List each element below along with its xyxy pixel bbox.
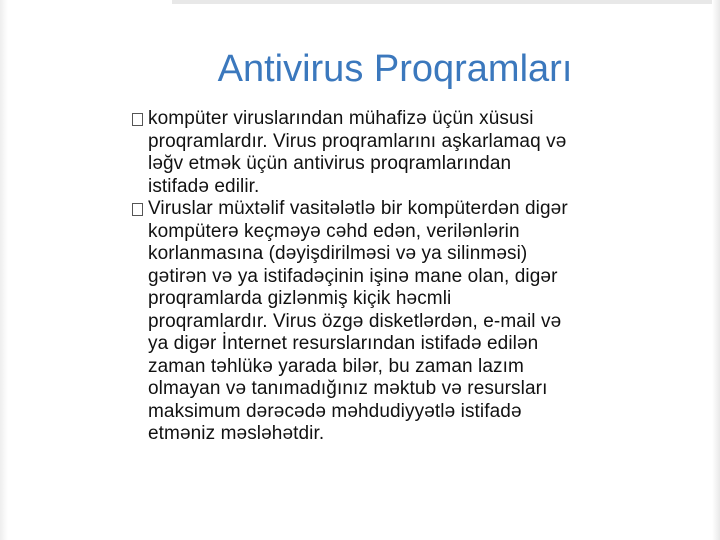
bullet-line: korlanmasına (dəyişdirilməsi və ya silinməsi) [148, 243, 528, 264]
bullet-line: kompüterə keçməyə cəhd edən, verilənlərin [148, 220, 520, 242]
checkbox-square-icon [132, 203, 143, 216]
bullet-line: olmayan və tanımadığınız məktub və resursları [148, 378, 548, 399]
bullet-line: Viruslar müxtəlif vasitələtlə bir kompüterdən digər [148, 198, 568, 219]
slide-frame-top [172, 0, 720, 4]
slide-title: Antivirus Proqramları [217, 48, 573, 90]
bullet-line: ləğv etmək üçün antivirus proqramlarından [148, 153, 512, 174]
bullet-line: ya digər İnternet resurslarından istifadə edilən [148, 333, 539, 354]
bullet-line: zaman təhlükə yarada bilər, bu zaman lazım [148, 355, 524, 377]
bullet-line: kompüter viruslarından mühafizə üçün xüsusi [148, 108, 534, 129]
bullet-line: maksimum dərəcədə məhdudiyyətlə istifadə [148, 400, 522, 422]
checkbox-square-icon [132, 113, 143, 126]
slide-content [132, 108, 692, 446]
bullet-line: etməniz məsləhətdir. [148, 423, 325, 444]
bullet-line: proqramlarda gizlənmiş kiçik həcmli [148, 288, 452, 309]
bullet-line: proqramlardır. Virus özgə disketlərdən, e-mail və [148, 310, 562, 332]
bullet-line: gətirən və ya istifadəçinin işinə mane olan, digər [148, 265, 558, 287]
bullet-line: proqramlardır. Virus proqramlarını aşkarlamaq və [148, 130, 567, 152]
bullet-line: istifadə edilir. [148, 175, 260, 197]
bullet-item [132, 198, 692, 446]
bullet-item [132, 108, 692, 198]
